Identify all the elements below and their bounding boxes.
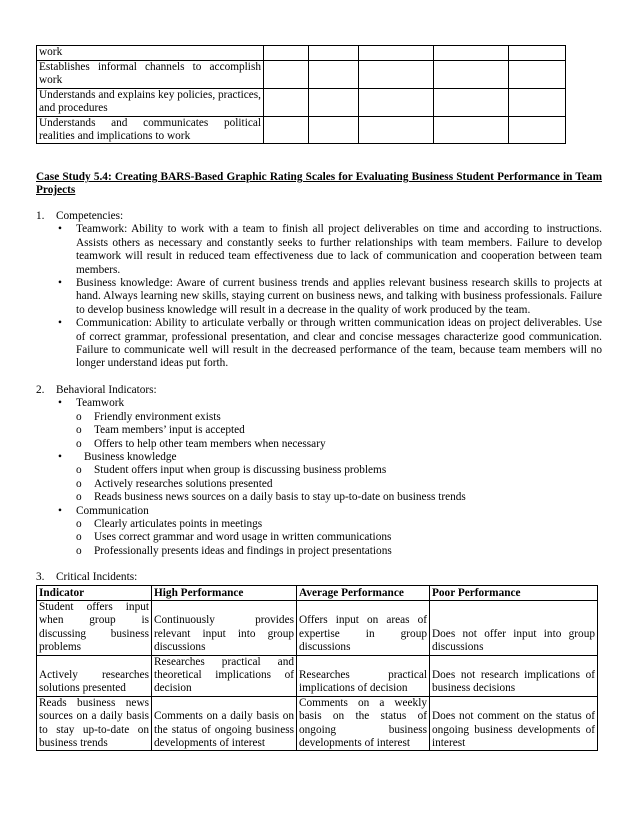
list-item: • Business knowledge: Aware of current business trends and applies relevant business research skills to projects at hand. Always learning new skills, staying current on business news, and talking with business professionals. Failure to develop business knowledge will result in a decrease in the quality of work produced by the team. — [58, 277, 602, 316]
list-item: o Friendly environment exists — [76, 410, 221, 423]
list-item: • Communication — [58, 504, 149, 517]
table-cell: Does not comment on the status of ongoing business developments of interest — [430, 696, 598, 751]
table-cell: Student offers input when group is discussing business problems — [37, 601, 152, 656]
bullet-icon: • — [58, 277, 62, 290]
list-item: o Student offers input when group is discussing business problems — [76, 464, 387, 477]
list-item: • Teamwork: Ability to work with a team to finish all project deliverables on time and according to instructions. Assists others as necessary and constantly seeks to further relationships with team members. Failure to develop teamwork will result in reduced team effectiveness due to lack of communication and cooperation between team members. — [58, 223, 602, 276]
column-header: Poor Performance — [430, 586, 598, 601]
bullet-icon: • — [58, 451, 62, 464]
column-header: High Performance — [152, 586, 297, 601]
competency-list — [36, 223, 602, 370]
table-header-row — [37, 586, 598, 601]
table-cell: Comments on a daily basis on the status of ongoing business developments of interest — [152, 696, 297, 751]
table-row — [37, 696, 598, 751]
table-cell: Actively researches solutions presented — [37, 655, 152, 696]
table-row — [37, 61, 566, 89]
indicator-list — [36, 411, 602, 451]
criterion-cell: work — [37, 46, 264, 61]
circle-bullet-icon: o — [76, 464, 82, 477]
table-cell: Does not offer input into group discussions — [430, 601, 598, 656]
list-item: • Communication: Ability to articulate verbally or through written communication ideas on project deliverables. Use of correct grammar, professional presentation, and clear and concise messages characterize good communication. Failure to communicate well will result in the decreased performance of the team, because team members will no longer understand ideas put forth. — [58, 317, 602, 370]
circle-bullet-icon: o — [76, 424, 82, 437]
table-cell: Reads business news sources on a daily basis to stay up-to-date on business trends — [37, 696, 152, 751]
criterion-cell: Understands and explains key policies, practices, and procedures — [37, 88, 264, 116]
competencies-section — [36, 210, 602, 371]
behavioral-heading: 2. Behavioral Indicators: — [36, 384, 157, 396]
list-item: o Team members’ input is accepted — [76, 424, 245, 437]
list-item: o Actively researches solutions presented — [76, 477, 273, 490]
bullet-icon: • — [58, 397, 62, 410]
circle-bullet-icon: o — [76, 531, 82, 544]
criterion-cell: Understands and communicates political realities and implications to work — [37, 116, 264, 144]
competency-rating-table — [36, 45, 566, 144]
table-cell: Researches practical and theoretical implications of decision — [152, 655, 297, 696]
list-item: • Teamwork — [58, 397, 125, 410]
circle-bullet-icon: o — [76, 477, 82, 490]
table-row — [37, 88, 566, 116]
indicator-group-list — [36, 397, 602, 410]
list-item: o Clearly articulates points in meetings — [76, 518, 263, 531]
behavioral-indicators-section — [36, 384, 602, 558]
case-study-title: Case Study 5.4: Creating BARS-Based Graphic Rating Scales for Evaluating Business Student Performance in Team Projects — [36, 171, 602, 197]
table-cell: Continuously provides relevant input into group discussions — [152, 601, 297, 656]
circle-bullet-icon: o — [76, 518, 82, 531]
competencies-heading: 1. Competencies: — [36, 210, 124, 222]
bullet-icon: • — [58, 504, 62, 517]
bullet-icon: • — [58, 317, 62, 330]
table-row — [37, 655, 598, 696]
table-cell: Does not research implications of business decisions — [430, 655, 598, 696]
column-header: Average Performance — [297, 586, 430, 601]
list-item: o Professionally presents ideas and findings in project presentations — [76, 544, 392, 557]
indicator-list — [36, 518, 602, 558]
table-cell: Comments on a weekly basis on the status of ongoing business developments of interest — [297, 696, 430, 751]
table-row — [37, 46, 566, 61]
table-row — [37, 116, 566, 144]
bullet-icon: • — [58, 223, 62, 236]
table-cell: Offers input on areas of expertise in group discussions — [297, 601, 430, 656]
critical-incidents-table — [36, 585, 598, 751]
circle-bullet-icon: o — [76, 437, 82, 450]
indicator-list — [36, 464, 602, 504]
table-cell: Researches practical implications of decision — [297, 655, 430, 696]
circle-bullet-icon: o — [76, 491, 82, 504]
circle-bullet-icon: o — [76, 544, 82, 557]
list-item: o Offers to help other team members when necessary — [76, 437, 326, 450]
list-item: • Business knowledge — [58, 451, 177, 464]
list-item: o Reads business news sources on a daily basis to stay up-to-date on business trends — [76, 491, 466, 504]
column-header: Indicator — [37, 586, 152, 601]
list-item: o Uses correct grammar and word usage in written communications — [76, 531, 392, 544]
criterion-cell: Establishes informal channels to accomplish work — [37, 61, 264, 89]
table-row — [37, 601, 598, 656]
critical-incidents-heading: 3. Critical Incidents: — [36, 571, 138, 583]
circle-bullet-icon: o — [76, 410, 82, 423]
